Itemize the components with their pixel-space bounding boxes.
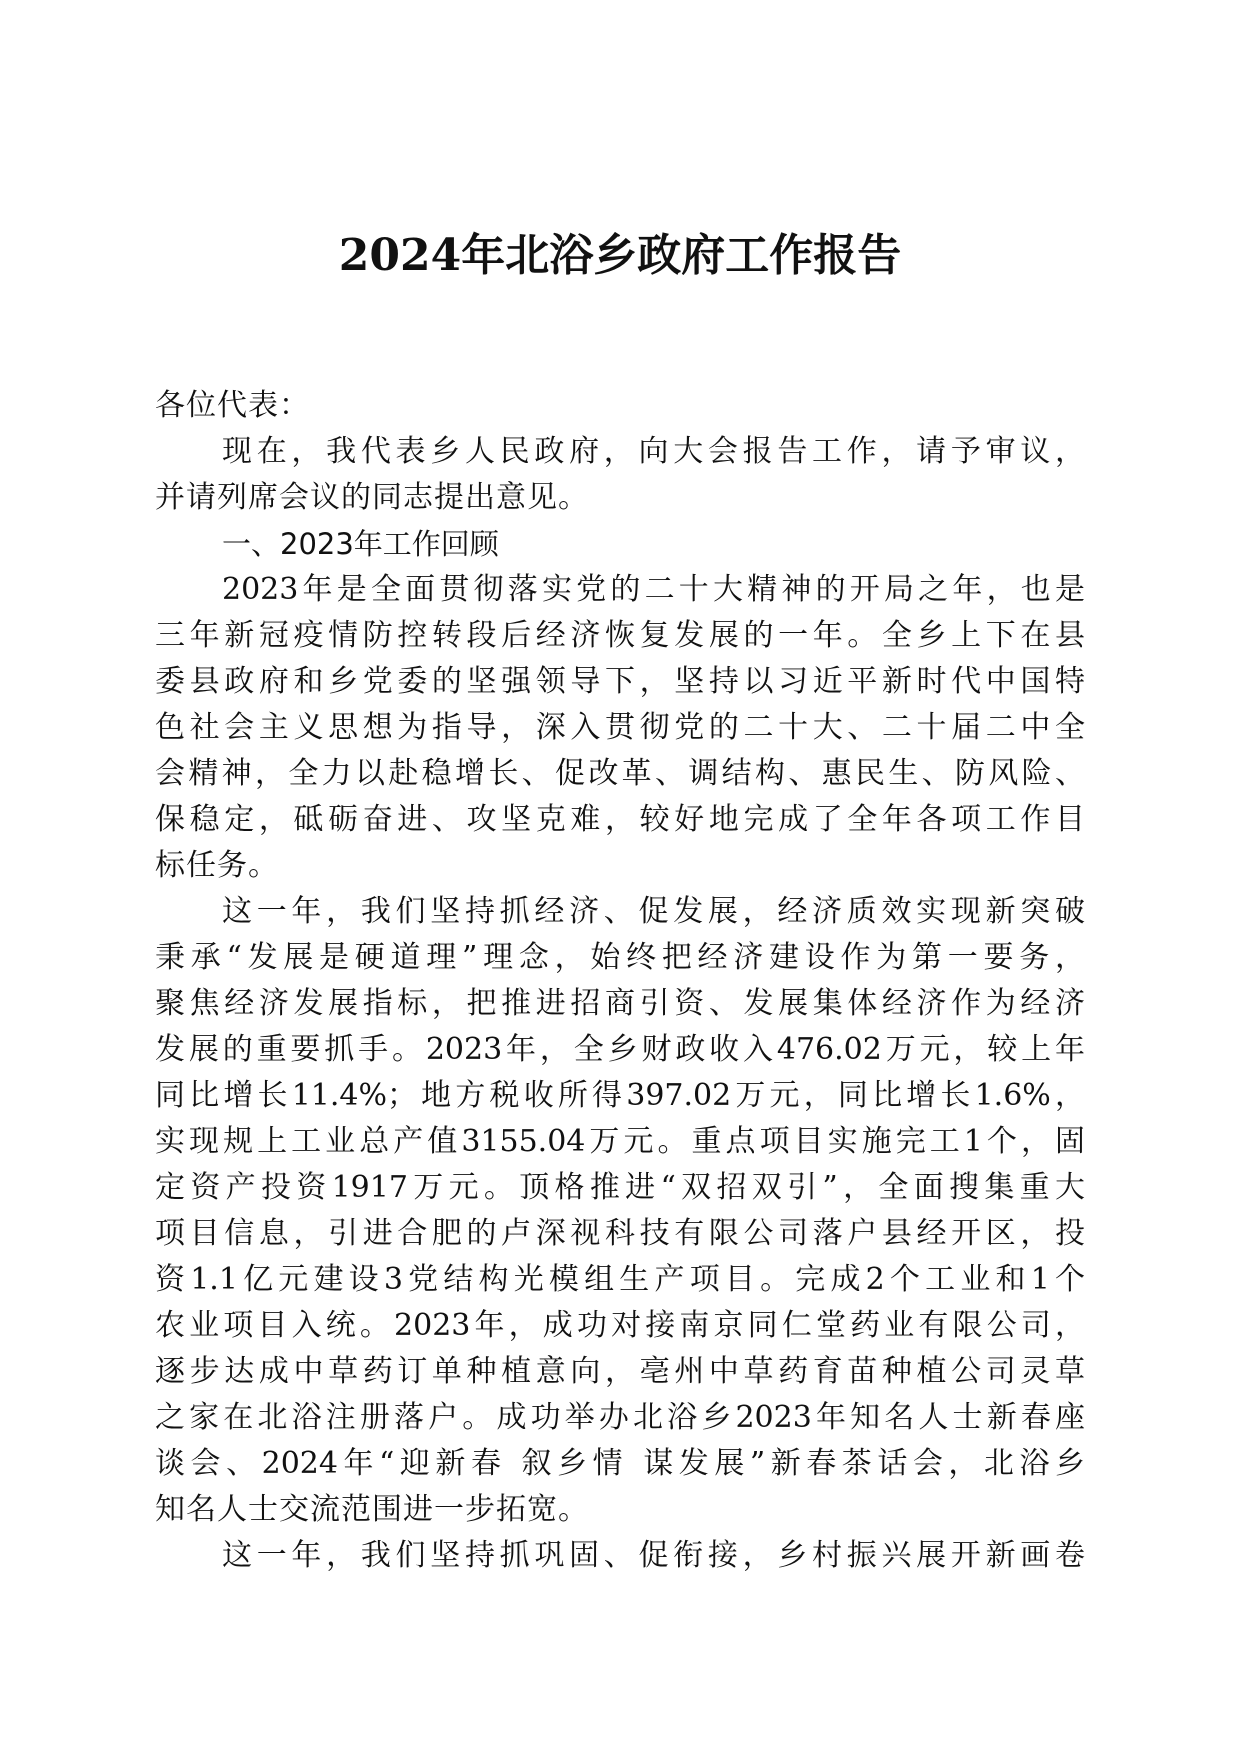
- paragraph-line: 同比增长11.4%；地方税收所得397.02万元，同比增长1.6%，: [155, 1078, 1085, 1113]
- paragraph-line: 秉承“发展是硬道理”理念，始终把经济建设作为第一要务，: [155, 940, 1085, 975]
- paragraph-line: 实现规上工业总产值3155.04万元。重点项目实施完工1个，固: [155, 1124, 1085, 1159]
- paragraph-line: 这一年，我们坚持抓经济、促发展，经济质效实现新突破: [222, 894, 1085, 929]
- paragraph-line: 逐步达成中草药订单种植意向，亳州中草药育苗种植公司灵草: [155, 1354, 1085, 1389]
- paragraph-line: 2023年是全面贯彻落实党的二十大精神的开局之年，也是: [222, 572, 1085, 607]
- paragraph-line: 保稳定，砥砺奋进、攻坚克难，较好地完成了全年各项工作目: [155, 802, 1085, 837]
- paragraph-line: 发展的重要抓手。2023年，全乡财政收入476.02万元，较上年: [155, 1032, 1085, 1067]
- paragraph-line: 农业项目入统。2023年，成功对接南京同仁堂药业有限公司，: [155, 1308, 1085, 1343]
- paragraph-line: 三年新冠疫情防控转段后经济恢复发展的一年。全乡上下在县: [155, 618, 1085, 653]
- section-heading: 一、2023年工作回顾: [222, 527, 499, 561]
- paragraph-line: 项目信息，引进合肥的卢深视科技有限公司落户县经开区，投: [155, 1216, 1085, 1251]
- salutation: 各位代表：: [155, 388, 310, 423]
- paragraph-line: 聚焦经济发展指标，把推进招商引资、发展集体经济作为经济: [155, 986, 1085, 1021]
- paragraph-line: 委县政府和乡党委的坚强领导下，坚持以习近平新时代中国特: [155, 664, 1085, 699]
- paragraph-line: 标任务。: [155, 848, 279, 883]
- paragraph-line: 色社会主义思想为指导，深入贯彻党的二十大、二十届二中全: [155, 710, 1085, 745]
- paragraph-line: 谈会、2024年“迎新春 叙乡情 谋发展”新春茶话会，北浴乡: [155, 1446, 1085, 1481]
- paragraph-line: 资1.1亿元建设3党结构光模组生产项目。完成2个工业和1个: [155, 1262, 1085, 1297]
- document-title: 2024年北浴乡政府工作报告: [338, 230, 902, 281]
- intro-line: 现在，我代表乡人民政府，向大会报告工作，请予审议，: [222, 434, 1085, 469]
- paragraph-line: 之家在北浴注册落户。成功举办北浴乡2023年知名人士新春座: [155, 1400, 1085, 1435]
- intro-line: 并请列席会议的同志提出意见。: [155, 480, 589, 515]
- paragraph-line: 定资产投资1917万元。顶格推进“双招双引”，全面搜集重大: [155, 1170, 1085, 1205]
- paragraph-line: 这一年，我们坚持抓巩固、促衔接，乡村振兴展开新画卷: [222, 1538, 1085, 1573]
- paragraph-line: 知名人士交流范围进一步拓宽。: [155, 1492, 589, 1527]
- paragraph-line: 会精神，全力以赴稳增长、促改革、调结构、惠民生、防风险、: [155, 756, 1085, 791]
